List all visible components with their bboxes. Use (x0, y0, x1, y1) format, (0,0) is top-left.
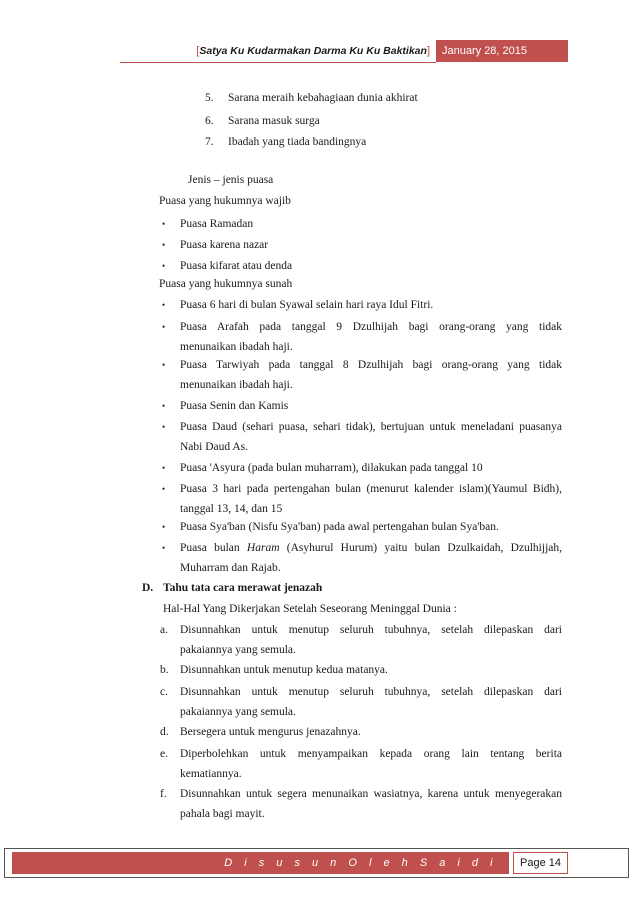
wajib-item: Puasa kifarat atau denda (180, 260, 293, 272)
wajib-item: Puasa Ramadan (180, 218, 254, 230)
bullet: • (162, 522, 166, 532)
sunah-item: Puasa Senin dan Kamis (180, 400, 289, 412)
footer-author: D i s u s u n O l e h S a i d i (12, 852, 509, 874)
sunah-item: Puasa Tarwiyah pada tanggal 8 Dzulhijah bagi orang-orang yang tidak (180, 359, 562, 371)
item-label-a: a. (160, 624, 168, 636)
jenis-heading: Jenis – jenis puasa (188, 174, 274, 186)
bullet: • (162, 219, 166, 229)
sunah-item-cont: Nabi Daud As. (180, 441, 249, 453)
sunah-item-emphasis: Haram (246, 542, 280, 554)
wajib-item: Puasa karena nazar (180, 239, 269, 251)
item-label-e: e. (160, 748, 168, 760)
item-label-c: c. (160, 686, 168, 698)
bullet: • (162, 300, 166, 310)
list-number-5: 5. (205, 92, 214, 104)
sunah-item: Puasa 6 hari di bulan Syawal selain hari raya Idul Fitri. (180, 299, 434, 311)
header-divider (120, 62, 436, 63)
section-d-item-c: Disunnahkan untuk menutup seluruh tubuhnya, setelah dilepaskan dari (180, 686, 562, 698)
list-item-7: Ibadah yang tiada bandingnya (228, 136, 367, 148)
bullet: • (162, 322, 166, 332)
bullet: • (162, 240, 166, 250)
page-number: Page 14 (513, 852, 568, 874)
sunah-item: Puasa Sya'ban (Nisfu Sya'ban) pada awal pertengahan bulan Sya'ban. (180, 521, 499, 533)
sunah-item (180, 540, 562, 556)
sunah-item: Puasa 3 hari pada pertengahan bulan (menurut kalender islam)(Yaumul Bidh), (180, 483, 562, 495)
bullet: • (162, 484, 166, 494)
sunah-heading: Puasa yang hukumnya sunah (159, 278, 293, 290)
list-item-5: Sarana meraih kebahagiaan dunia akhirat (228, 92, 418, 104)
header-close-bracket: ] (426, 45, 430, 57)
section-d-item-e: Diperbolehkan untuk menyampaikan kepada orang lain tentang berita (180, 748, 562, 760)
section-d-intro: Hal-Hal Yang Dikerjakan Setelah Seseorang Meninggal Dunia : (163, 603, 457, 615)
section-d-item-a-cont: pakaiannya yang semula. (180, 644, 296, 656)
header-title-text: Satya Ku Kudarmakan Darma Ku Ku Baktikan (199, 45, 427, 57)
bullet: • (162, 401, 166, 411)
section-d-item-e-cont: kematiannya. (180, 768, 242, 780)
item-label-f: f. (160, 788, 167, 800)
sunah-item-cont: Muharram dan Rajab. (180, 562, 281, 574)
section-d-letter: D. (142, 582, 154, 594)
section-d-item-d: Bersegera untuk mengurus jenazahnya. (180, 726, 361, 738)
list-item-6: Sarana masuk surga (228, 115, 320, 127)
header-open-bracket: [ (196, 45, 200, 57)
sunah-item-cont: menunaikan ibadah haji. (180, 341, 293, 353)
section-d-item-c-cont: pakaiannya yang semula. (180, 706, 296, 718)
section-d-item-b: Disunnahkan untuk menutup kedua matanya. (180, 664, 388, 676)
bullet: • (162, 360, 166, 370)
sunah-item-cont: menunaikan ibadah haji. (180, 379, 293, 391)
sunah-item: Puasa Daud (sehari puasa, sehari tidak), bertujuan untuk meneladani puasanya (180, 421, 562, 433)
bullet: • (162, 463, 166, 473)
bullet: • (162, 543, 166, 553)
sunah-item: Puasa 'Asyura (pada bulan muharram), dilakukan pada tanggal 10 (180, 462, 483, 474)
sunah-item-cont: tanggal 13, 14, dan 15 (180, 503, 283, 515)
section-d-item-a: Disunnahkan untuk menutup seluruh tubuhnya, setelah dilepaskan dari (180, 624, 562, 636)
bullet: • (162, 422, 166, 432)
item-label-d: d. (160, 726, 169, 738)
sunah-item: Puasa Arafah pada tanggal 9 Dzulhijah bagi orang-orang yang tidak (180, 321, 562, 333)
section-d-item-f-cont: pahala bagi mayit. (180, 808, 265, 820)
item-label-b: b. (160, 664, 169, 676)
wajib-heading: Puasa yang hukumnya wajib (159, 195, 291, 207)
list-number-6: 6. (205, 115, 214, 127)
sunah-item-part: Puasa bulan (180, 542, 240, 554)
sunah-item-part: (Asyhurul Hurum) yaitu bulan Dzulkaidah, Dzulhijjah, (286, 542, 562, 554)
list-number-7: 7. (205, 136, 214, 148)
header-title (120, 40, 436, 62)
header-date: January 28, 2015 (436, 40, 568, 62)
bullet: • (162, 261, 166, 271)
section-d-title: Tahu tata cara merawat jenazah (163, 582, 323, 594)
section-d-item-f: Disunnahkan untuk segera menunaikan wasiatnya, karena untuk menyegerakan (180, 788, 562, 800)
